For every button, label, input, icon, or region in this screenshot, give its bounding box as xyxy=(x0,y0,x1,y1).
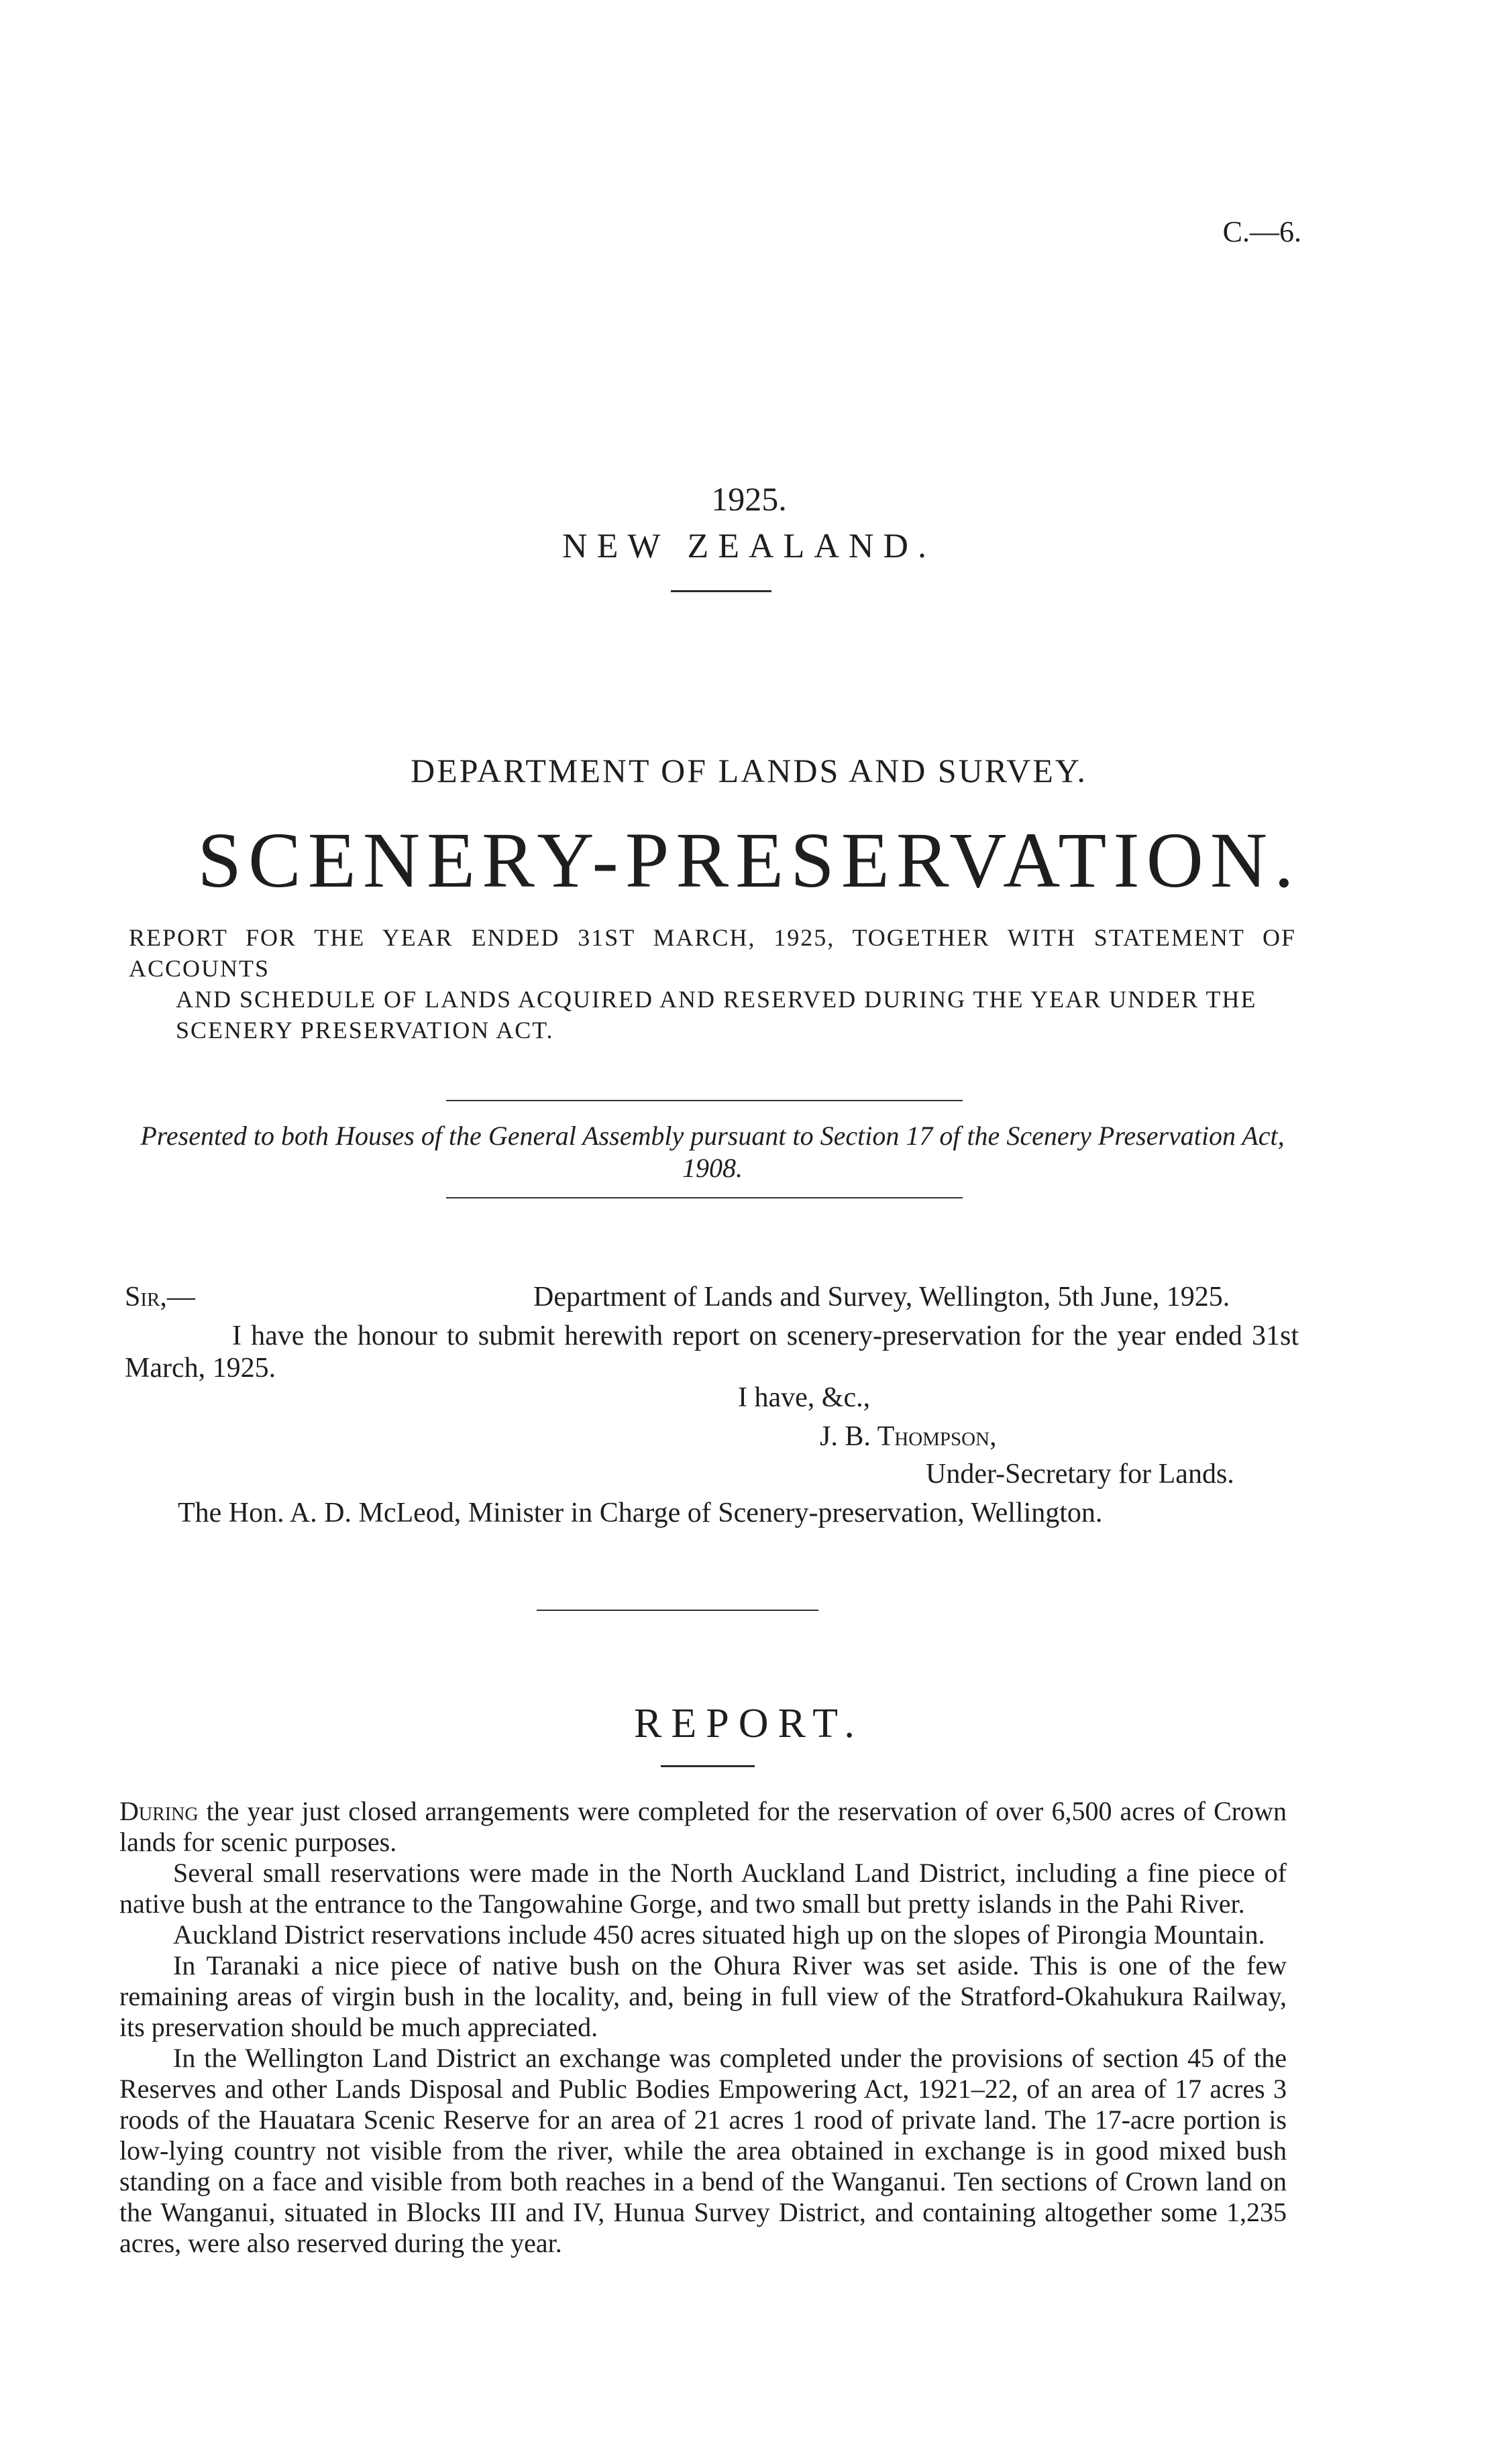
lead-word: During xyxy=(119,1796,199,1826)
department-heading: DEPARTMENT OF LANDS AND SURVEY. xyxy=(411,752,1087,789)
letter-dateline: Department of Lands and Survey, Wellington, 5th June, 1925. xyxy=(533,1282,1230,1312)
divider-rule xyxy=(661,1765,755,1767)
letter-signer-title: Under-Secretary for Lands. xyxy=(926,1459,1234,1490)
subtitle-line-1: REPORT FOR THE YEAR ENDED 31ST MARCH, 1925, TOGETHER WITH STATEMENT OF ACCOUNTS xyxy=(129,924,1296,982)
letter-closing: I have, &c., xyxy=(738,1382,871,1413)
letter-salutation: Sir,— xyxy=(125,1282,195,1312)
country-heading: NEW ZEALAND. xyxy=(562,527,936,565)
paper-reference: C.—6. xyxy=(1222,215,1301,248)
letter-addressee: The Hon. A. D. McLeod, Minister in Charge of Scenery-preservation, Wellington. xyxy=(178,1498,1103,1528)
report-heading: REPORT. xyxy=(634,1701,864,1746)
report-title: SCENERY-PRESERVATION. xyxy=(197,816,1301,904)
presentation-note: Presented to both Houses of the General Assembly pursuant to Section 17 of the Scenery Preservation Act, 1908. xyxy=(140,1121,1285,1183)
report-paragraph: Auckland District reservations include 450 acres situated high up on the slopes of Pirongia Mountain. xyxy=(173,1919,1265,1950)
divider-rule xyxy=(446,1100,963,1101)
report-paragraph: In Taranaki a nice piece of native bush on the Ohura River was set aside. This is one of the few remaining areas of virgin bush in the locality, and, being in full view of the Stratford-Okahukura Railway, its preservation should be much appreciated. xyxy=(119,1950,1287,2042)
publication-year: 1925. xyxy=(711,480,787,518)
report-subtitle xyxy=(129,922,1296,1046)
letter-body: I have the honour to submit herewith report on scenery-preservation for the year ended 31st March, 1925. xyxy=(125,1321,1299,1384)
divider-rule xyxy=(671,590,771,592)
report-paragraph: Several small reservations were made in the North Auckland Land District, including a fine piece of native bush at the entrance to the Tangowahine Gorge, and two small but pretty islands in the Pahi River. xyxy=(119,1858,1287,1919)
subtitle-line-2: AND SCHEDULE OF LANDS ACQUIRED AND RESERVED DURING THE YEAR UNDER THE xyxy=(176,986,1257,1013)
report-paragraph: In the Wellington Land District an exchange was completed under the provisions of section 45 of the Reserves and other Lands Disposal and Public Bodies Empowering Act, 1921–22, of an area of 17 acres 3 roods of the Hauatara Scenic Reserve for an area of 21 acres 1 rood of private land. The 17-acre portion is low-lying country not visible from the river, while the area obtained in exchange is in good mixed bush standing on a face and visible from both reaches in a bend of the Wanganui. Ten sections of Crown land on the Wanganui, situated in Blocks III and IV, Hunua Survey District, and containing altogether some 1,235 acres, were also reserved during the year. xyxy=(119,2043,1287,2258)
report-body xyxy=(119,1796,1287,2259)
divider-rule xyxy=(537,1610,818,1611)
subtitle-line-3: SCENERY PRESERVATION ACT. xyxy=(176,1017,554,1044)
divider-rule xyxy=(446,1197,963,1198)
report-paragraph: During the year just closed arrangements were completed for the reservation of over 6,500 acres of Crown lands for scenic purposes. xyxy=(119,1796,1287,1857)
letter-signer: J. B. Thompson, xyxy=(820,1421,997,1452)
